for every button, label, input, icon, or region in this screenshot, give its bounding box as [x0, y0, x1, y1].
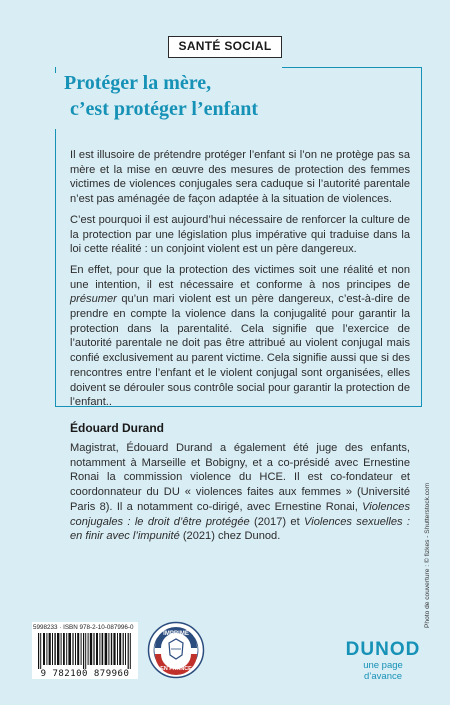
book-title-1: Violences conjugales : le droit d’être protégée — [70, 500, 410, 528]
blurb-emphasis: présumer — [70, 293, 117, 306]
blurb — [70, 148, 410, 416]
author-name: Édouard Durand — [70, 421, 165, 435]
made-in-france-seal-icon — [147, 621, 205, 679]
book-title-2: Violences sexuelles : en finir avec l’impunité — [70, 515, 410, 543]
photo-credit: Photo de couverture : © fizkes - Shutterstock.com — [424, 482, 431, 628]
author-bio-paragraph — [70, 441, 410, 544]
blurb-paragraph-3-part-2: qu’un mari violent est un père dangereux, c’est-à-dire de prendre en compte la violence dans la conjugalité pour garantir la protection dans la parentalité. Cela signifie que l’exercice de l’autorité parentale ne doit pas être attribué au violent conjugal mais confié exclusivement au parent victime. Cela signifie aussi que si des rencontres entre l’enfant et le violent conjugal sont organisées, elles doivent se dérouler sous contrôle social pour garantir la protection de l’enfant.. — [70, 293, 410, 409]
bio-part-2: (2017) et — [249, 515, 305, 528]
blurb-paragraph-3 — [70, 263, 410, 410]
bio-part-3: (2021) chez Dunod. — [179, 530, 281, 543]
blurb-paragraph-3-part-1: En effet, pour que la protection des victimes soit une réalité et non une intention, il est nécessaire et conforme à nos principes de — [70, 263, 410, 291]
publisher-name: DUNOD — [345, 639, 421, 660]
isbn-text: 5998233 · ISBN 978-2-10-087996-0 — [33, 624, 134, 631]
blurb-paragraph-2: C’est pourquoi il est aujourd’hui nécessaire de renforcer la culture de la protection par une législation plus impérative qui traduise dans la loi cette réalité : un conjoint violent est un père dangereux. — [70, 213, 410, 256]
barcode-digits: 9 782100 879960 — [40, 669, 130, 679]
title-line-2: c’est protéger l’enfant — [70, 98, 259, 120]
seal-top-text: IMPRIMÉ — [163, 631, 189, 637]
barcode-icon — [36, 633, 134, 669]
series-label: SANTÉ SOCIAL — [168, 36, 282, 58]
bio-part-1: Magistrat, Édouard Durand a également été juge des enfants, notamment à Marseille et Bobigny, et a co-présidé avec Ernestine Ronai la commission violence du HCE. Il est co-fondateur et coordonnateur du DU « violences faites aux femmes » (Université Paris 8). Il a notamment co-dirigé, avec Ernestine Ronai, — [70, 442, 410, 513]
frame-top-rule — [282, 67, 422, 68]
blurb-paragraph-1: Il est illusoire de prétendre protéger l’enfant si l’on ne protège pas sa mère et la mise en œuvre des mesures de protection des femmes victimes de violences conjugales sera caduque si l’autorité parentale n’est pas aménagée de façon adaptée à la situation de violences. — [70, 149, 410, 206]
publisher-logo — [343, 640, 423, 682]
title-line-1: Protéger la mère, — [64, 72, 212, 94]
seal-bottom-text: EN FRANCE — [160, 666, 192, 672]
publisher-tagline: une page d’avance — [363, 660, 403, 682]
title-block — [42, 70, 410, 122]
author-bio — [70, 441, 410, 544]
